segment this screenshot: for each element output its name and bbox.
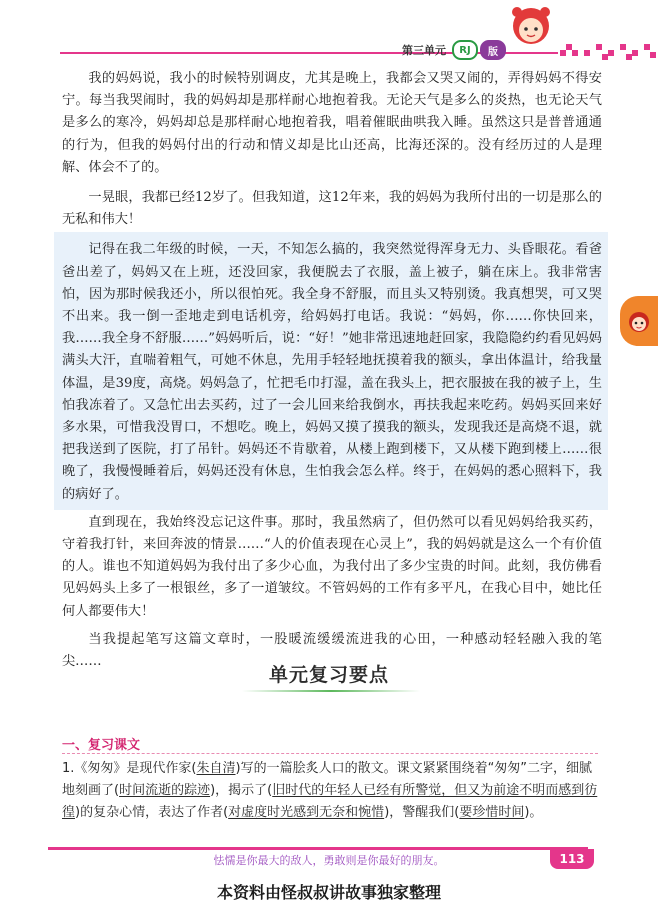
review-text: 1.《匆匆》是现代作家( <box>62 761 197 776</box>
textbook-badge: RJ <box>452 40 478 60</box>
review-text: )的复杂心情，表达了作者( <box>75 805 229 820</box>
credit-line: 本资料由怪叔叔讲故事独家整理 <box>216 883 441 902</box>
review-item <box>62 758 602 824</box>
essay-paragraph: 记得在我二年级的时候，一天，不知怎么搞的，我突然觉得浑身无力、头昏眼花。看爸爸出差了，妈妈又在上班，还没回家，我便脱去了衣服，盖上被子，躺在床上。我非常害怕，因为那时候我还小，所以很怕死。我全身不舒服，而且头又特别烫。我真想哭，可又哭不出来。我一倒一歪地走到电话机旁，给妈妈打电话。我说：“妈妈，你……你快回来，我……我全身不舒服……”妈妈听后，说：“好！”她非常迅速地赶回家，我隐隐约约看见妈妈满头大汗，直喘着粗气，可她不休息，先用手轻轻地抚摸着我的额头，拿出体温计，给我量体温，是39度，高烧。妈妈急了，忙把毛巾打湿，盖在我头上，把衣服披在我的被子上，生怕我冻着了。又急忙出去买药，过了一会儿回来给我倒水，再扶我起来吃药。妈妈买回来好多水果，可惜我没胃口，不想吃。晚上，妈妈又摸了摸我的额头，发现我还是高烧不退，就把我送到了医院，打了吊针。妈妈还不肯歇着，从楼上跑到楼下，又从楼下跑到楼上……很晚了，我慢慢睡着后，妈妈还没有休息，生怕我会怎么样。终于，在妈妈的悉心照料下，我的病好了。 <box>62 242 602 502</box>
page-number: 113 <box>550 849 594 869</box>
answer-author: 朱自清 <box>196 761 236 776</box>
cartoon-face-icon <box>626 308 652 334</box>
answer-4: 要珍惜时间 <box>459 805 525 820</box>
section-title: 单元复习要点 <box>268 664 389 686</box>
essay-text <box>62 68 602 673</box>
unit-label: 第三单元 <box>402 44 446 57</box>
essay-paragraph: 当我提起笔写这篇文章时，一股暖流缓缓流进我的心田，一种感动轻轻融入我的笔尖…… <box>62 631 602 670</box>
subsection-divider <box>62 753 598 754</box>
essay-paragraph: 一晃眼，我都已经12岁了。但我知道，这12年来，我的妈妈为我所付出的一切是那么的无私和伟大！ <box>62 190 602 228</box>
essay-paragraph: 我的妈妈说，我小的时候特别调皮，尤其是晚上，我都会又哭又闹的，弄得妈妈不得安宁。每当我哭闹时，我的妈妈却是那样耐心地抱着我。无论天气是多么的炎热，也无论天气是多么的寒冷，妈妈却总是那样耐心地抱着我，唱着催眠曲哄我入睡。虽然这只是普普通通的行为，但我的妈妈付出的行动和情义却是比山还高，比海还深的。没有经历过的人是理解、体会不了的。 <box>62 71 602 175</box>
footer-rule <box>48 847 588 850</box>
answer-3: 对虚度时光感到无奈和惋惜 <box>228 805 385 820</box>
review-text: )。 <box>524 805 543 820</box>
review-text: )写的一篇脍炙人口的散文。课文紧紧围绕着“匆匆”二字，细腻地刻画了( <box>62 761 593 798</box>
answer-2: 旧时代的年轻人已经有所警觉，但又为前途不明而感到彷徨 <box>62 783 598 820</box>
footer-motto: 怯懦是你最大的敌人，勇敢则是你最好的朋友。 <box>213 854 445 867</box>
title-underline <box>242 690 420 692</box>
edition-badge: 版 <box>480 40 506 60</box>
chapter-side-tab <box>620 296 658 346</box>
cartoon-girl-icon <box>505 2 557 54</box>
checker-decoration-icon <box>560 40 658 60</box>
answer-1: 时间流逝的踪迹 <box>119 783 211 798</box>
essay-paragraph: 直到现在，我始终没忘记这件事。那时，我虽然病了，但仍然可以看见妈妈给我买药，守着我打针，来回奔波的情景……“人的价值表现在心灵上”，我的妈妈就是这么一个有价值的人。谁也不知道妈妈为我付出了多少心血，为我付出了多少宝贵的时间。此刻，我仿佛看见妈妈头上多了一根银丝，多了一道皱纹。不管妈妈的工作有多平凡，在我心目中，她比任何人都要伟大！ <box>62 514 602 619</box>
review-text: )，警醒我们( <box>384 805 460 820</box>
review-text: )，揭示了( <box>210 783 273 798</box>
subsection-heading: 一、复习课文 <box>62 738 141 753</box>
